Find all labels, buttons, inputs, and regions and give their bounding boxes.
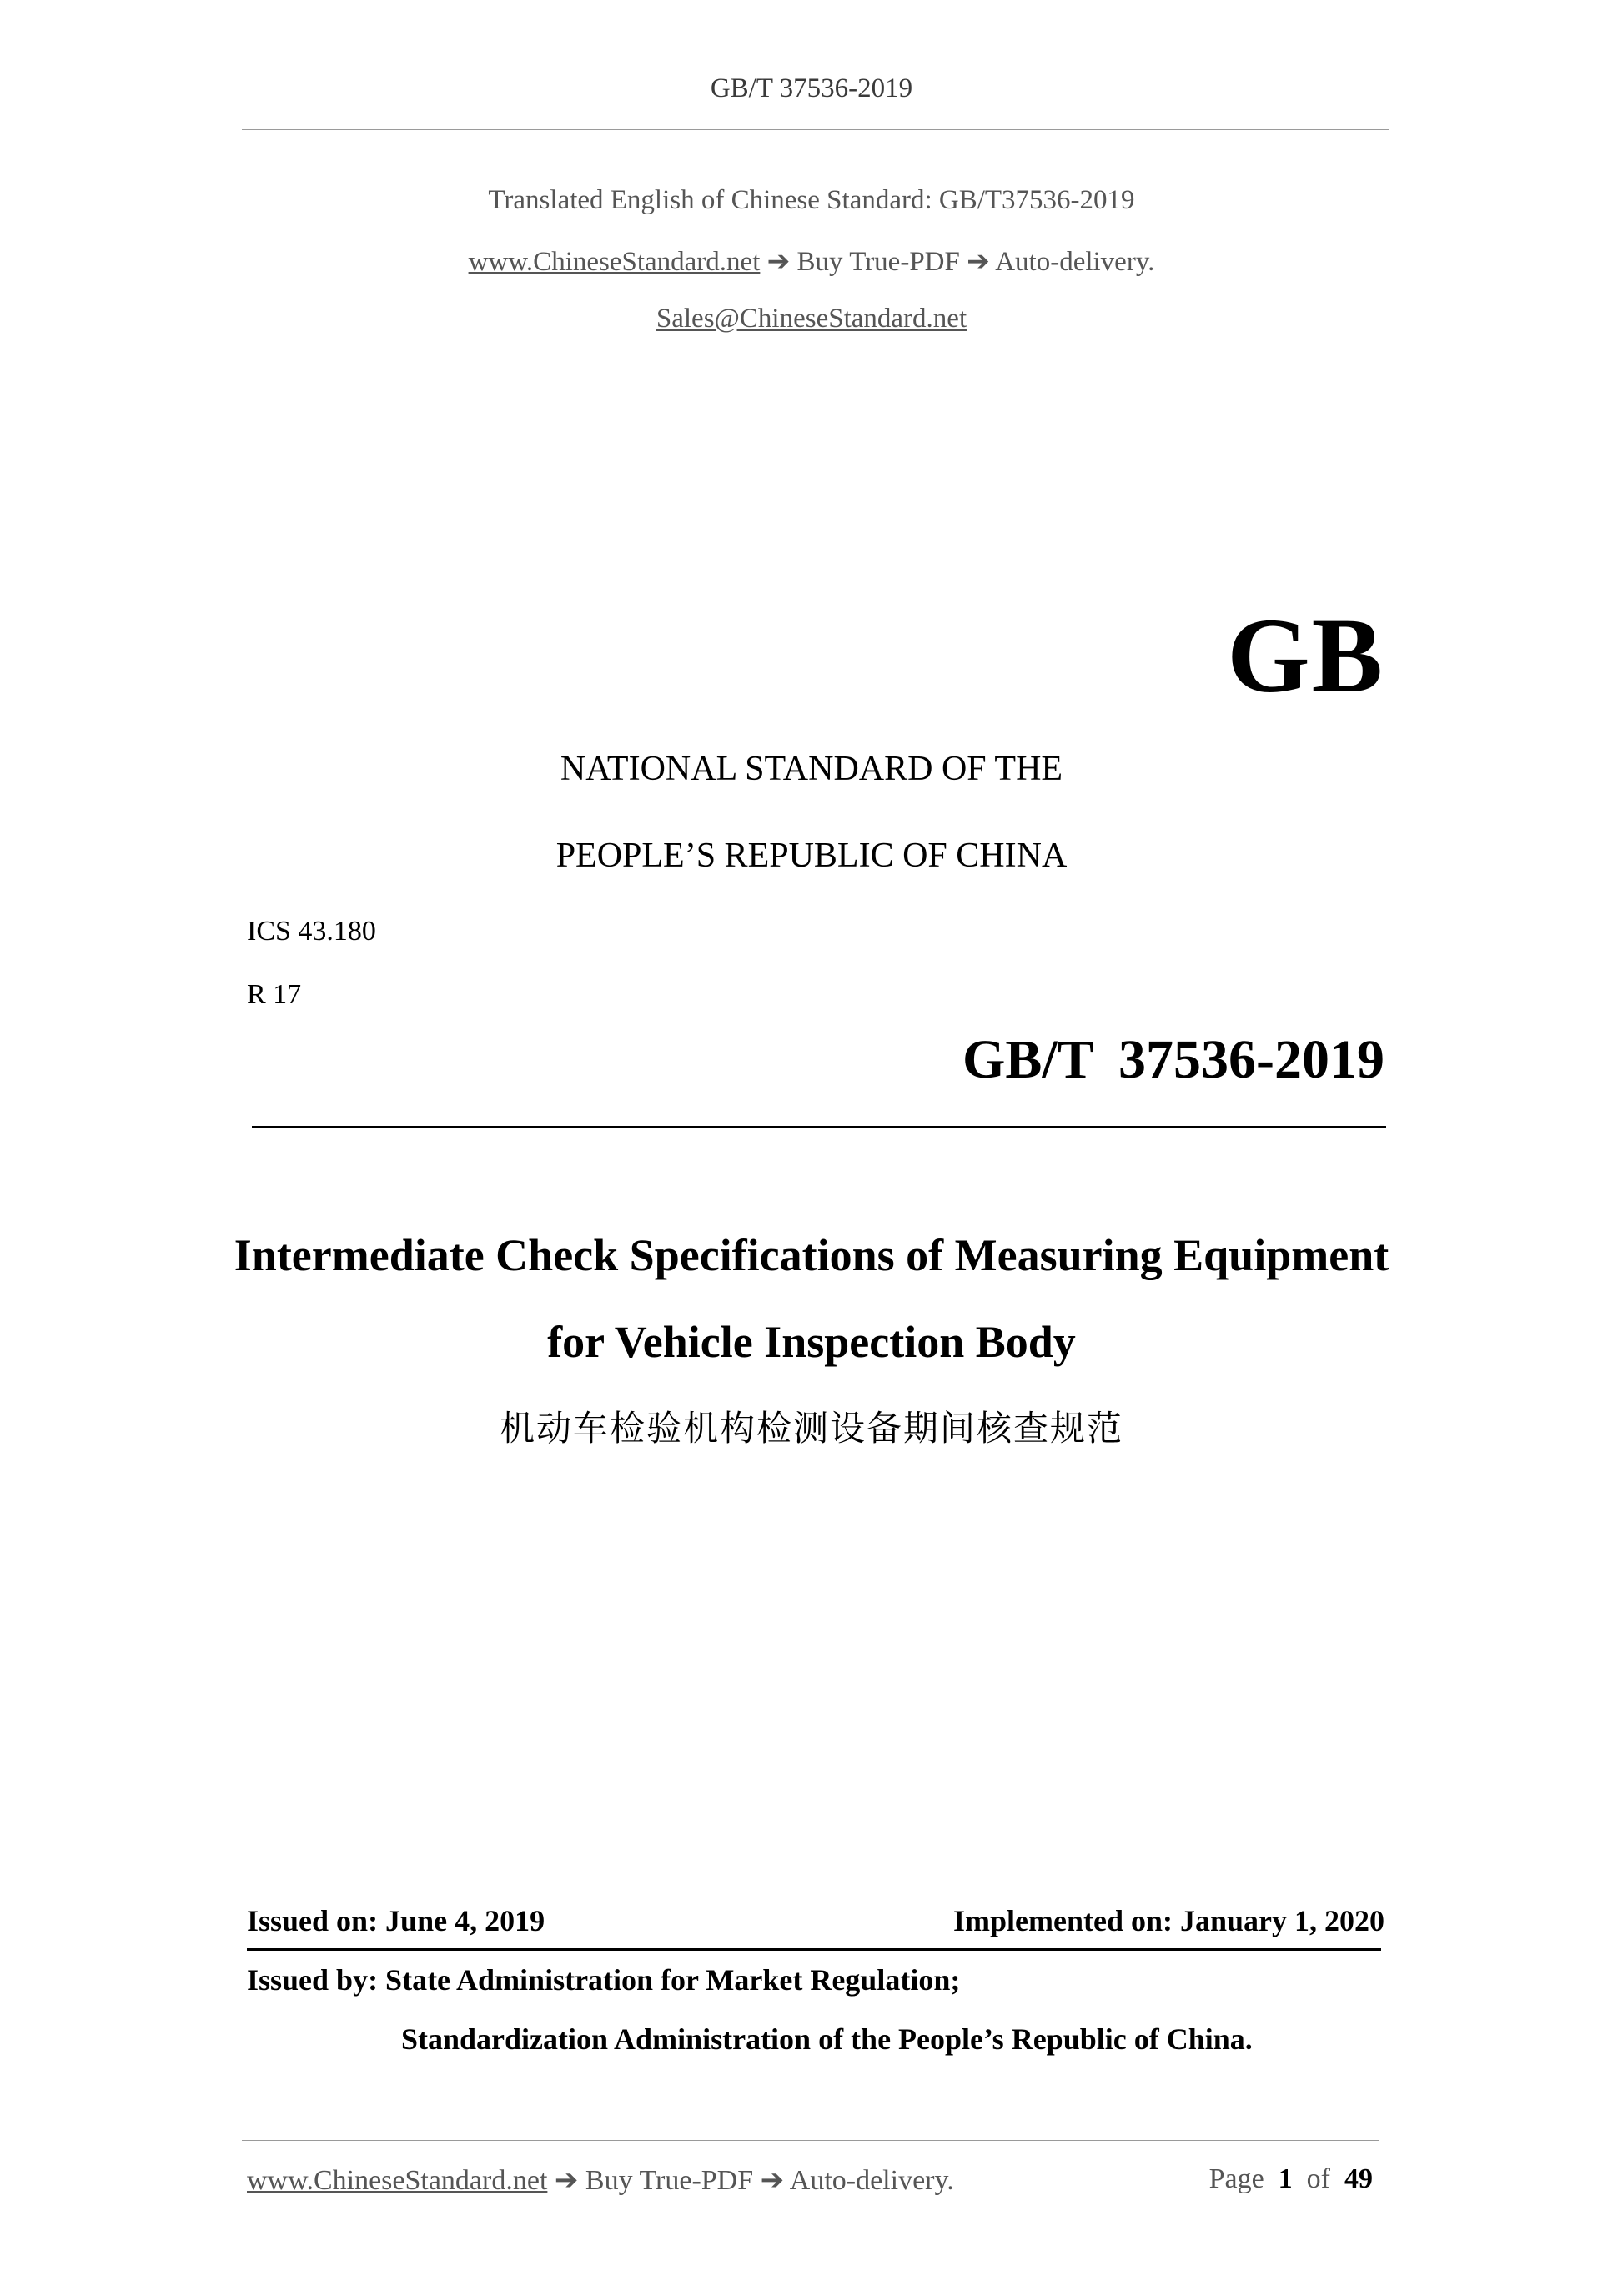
header-rule — [242, 129, 1389, 130]
email-link[interactable]: Sales@ChineseStandard.net — [656, 304, 967, 334]
national-standard-line2: PEOPLE’S REPUBLIC OF CHINA — [555, 837, 1068, 875]
arrow-right-icon: ➔ — [766, 247, 791, 277]
purchase-notice — [0, 244, 1623, 278]
dates-rule — [247, 1948, 1381, 1951]
delivery-text: Auto-delivery. — [995, 247, 1155, 277]
footer-rule — [242, 2140, 1379, 2141]
translation-notice: Translated English of Chinese Standard: GB/T37536-2019 — [488, 185, 1135, 215]
running-header: GB/T 37536-2019 — [710, 73, 913, 103]
ccs-code: R 17 — [247, 979, 302, 1010]
title-line2: for Vehicle Inspection Body — [547, 1317, 1076, 1367]
page-current: 1 — [1278, 2163, 1293, 2194]
issued-by-line1: Issued by: State Administration for Market Regulation; — [247, 1963, 961, 1997]
footer-site-link[interactable]: www.ChineseStandard.net — [247, 2165, 548, 2196]
site-link[interactable]: www.ChineseStandard.net — [468, 247, 761, 277]
title-line1: Intermediate Check Specifications of Measuring Equipment — [234, 1230, 1389, 1280]
title-chinese: 机动车检验机构检测设备期间核查规范 — [499, 1408, 1123, 1449]
page-of: of — [1306, 2163, 1330, 2194]
standard-number-rule — [252, 1126, 1386, 1128]
gb-mark: GB — [1227, 596, 1384, 715]
footer-buy-text: Buy True-PDF — [585, 2165, 754, 2196]
national-standard-line1: NATIONAL STANDARD OF THE — [560, 750, 1063, 788]
page-total: 49 — [1344, 2163, 1373, 2194]
ics-code: ICS 43.180 — [247, 916, 376, 947]
arrow-right-icon: ➔ — [967, 247, 990, 277]
standard-number: GB/T 37536-2019 — [962, 1029, 1384, 1090]
arrow-right-icon: ➔ — [554, 2165, 579, 2196]
issued-by-line2: Standardization Administration of the People’s Republic of China. — [401, 2022, 1253, 2056]
footer-links — [247, 2163, 954, 2197]
page-label: Page — [1208, 2163, 1264, 2194]
implemented-on: Implemented on: January 1, 2020 — [952, 1904, 1384, 1937]
footer-delivery-text: Auto-delivery. — [789, 2165, 954, 2196]
page-indicator — [1209, 2163, 1373, 2195]
email-line — [0, 304, 1623, 334]
issued-on: Issued on: June 4, 2019 — [247, 1904, 545, 1937]
arrow-right-icon: ➔ — [760, 2165, 785, 2196]
buy-text: Buy True-PDF — [796, 247, 960, 277]
